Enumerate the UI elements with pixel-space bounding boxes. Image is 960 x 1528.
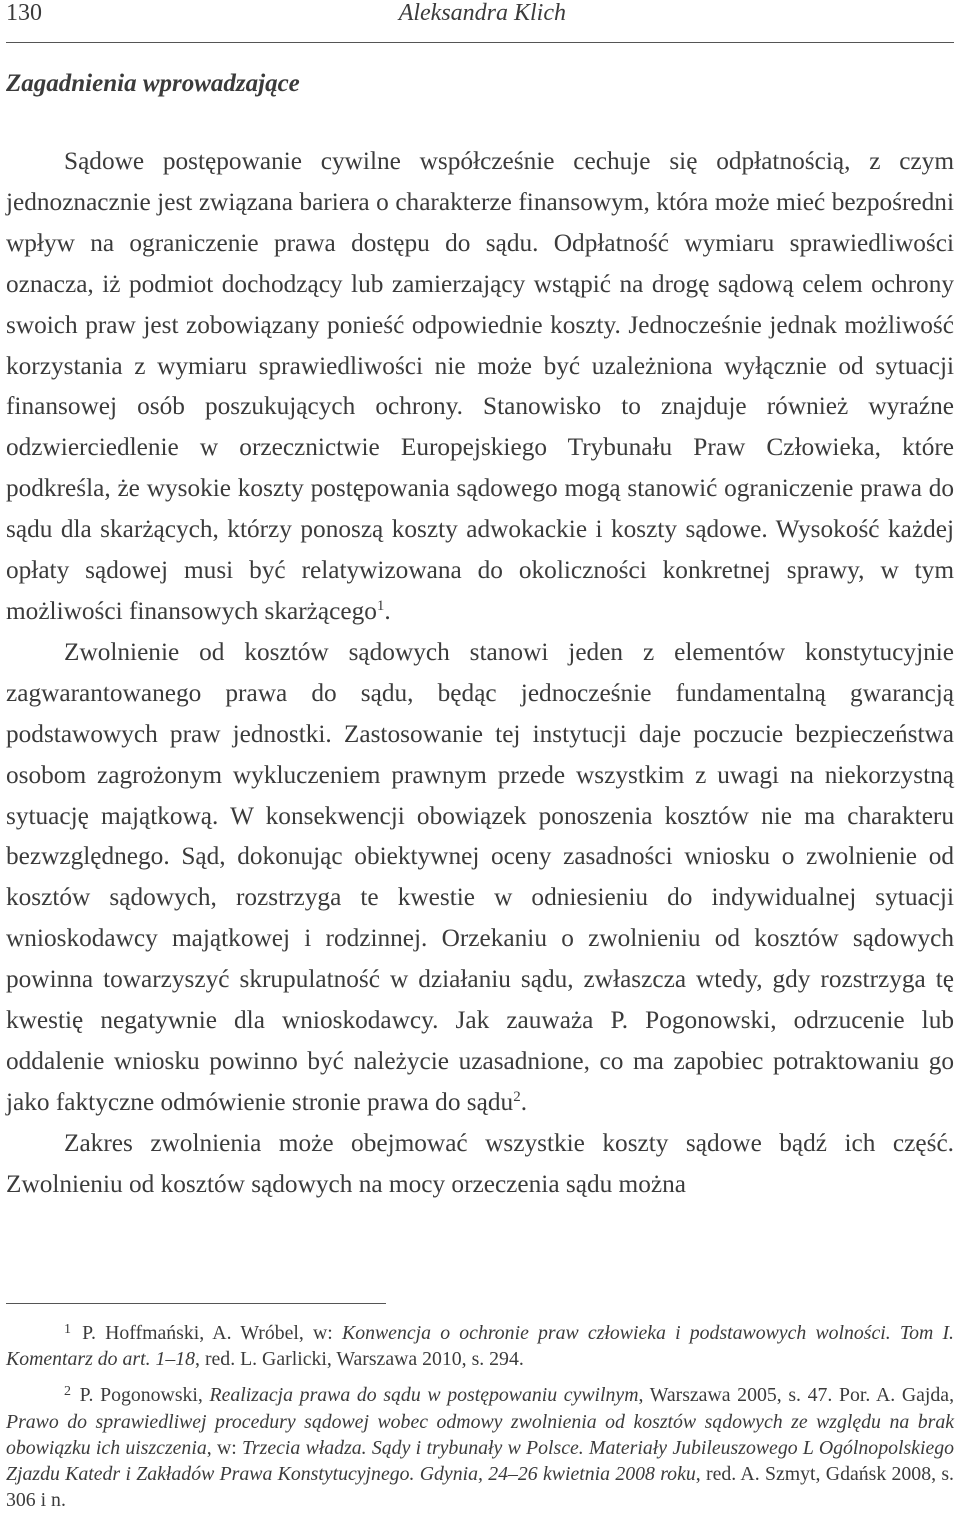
footnote-1 [6,1320,954,1372]
footnote-2-title-2: Prawo do sprawiedliwej procedury sądowej wobec odmowy zwolnienia od kosztów sądowych ze względu na brak obowiązku ich uiszczenia [6,1410,954,1459]
running-header [6,0,954,28]
page-number: 130 [6,0,42,26]
footnote-1-publication: , red. L. Garlicki, Warszawa 2010, s. 294. [195,1348,524,1371]
paragraph-1-text: Sądowe postępowanie cywilne współcześnie cechuje się odpłatnością, z czym jednoznacznie jest związana bariera o charakterze finansowym, która może mieć bezpośredni wpływ na ograniczenie prawa dostępu do sądu. Odpłatność wymiaru sprawiedliwości oznacza, iż podmiot dochodzący lub zamierzający wstąpić na drogę sądową celem ochrony swoich praw jest zobowiązany ponieść odpowiednie koszty. Jednocześnie jednak możliwość korzystania z wymiaru sprawiedliwości nie może być uzależniona wyłącznie od sytuacji finansowej osób poszukujących ochrony. Stanowisko to znajduje również wyraźne odzwierciedlenie w orzecznictwie Europejskiego Trybunału Praw Człowieka, które podkreśla, że wysokie koszty postępowania sądowego mogą stanowić ograniczenie prawa do sądu dla skarżących, którzy ponoszą koszty adwokackie i koszty sądowe. Wysokość każdej opłaty sądowej musi być relatywizowana do okoliczności konkretnej sprawy, w tym możliwości finansowych skarżącego [6,147,954,625]
footnote-1-mark: 1 [64,1322,71,1337]
footnote-1-title: Konwencja o ochronie praw człowieka i podstawowych wolności. Tom I. Komentarz do art. 1–18 [6,1322,954,1371]
footnote-2-title-3: Trzecia władza. Sądy i trybunały w Polsce. Materiały Jubileuszowego L Ogólnopolskiego Zjazdu Katedr i Zakładów Prawa Konstytucyjnego. Gdynia, 24–26 kwietnia 2008 roku [6,1436,955,1486]
footnote-1-authors: P. Hoffmański, A. Wróbel, w: [73,1322,342,1344]
paragraph-2-text: Zwolnienie od kosztów sądowych stanowi jeden z elementów konstytucyjnie zagwarantowanego prawa do sądu, będąc jednocześnie fundamentalną gwarancją podstawowych praw jednostki. Zastosowanie tej instytucji daje poczucie bezpieczeństwa osobom zagrożonym wykluczeniem prawnym przede wszystkim z uwagi na niekorzystną sytuację majątkową. W konsekwencji obowiązek ponoszenia kosztów nie ma charakteru bezwzględnego. Sąd, dokonując obiektywnej oceny zasadności wniosku o zwolnienie od kosztów sądowych, rozstrzyga te kwestie w odniesieniu do indywidualnej sytuacji wnioskodawcy majątkowej i rodzinnej. Orzekaniu o zwolnieniu od kosztów sądowych powinna towarzyszyć skrupulatność w działaniu sądu, zwłaszcza wtedy, gdy rozstrzyga tę kwestię negatywnie dla wnioskodawcy. Jak zauważa P. Pogonowski, odrzucenie lub oddalenie wniosku powinno być należycie uzasadnione, co ma zapobiec potraktowaniu go jako faktyczne odmówienie stronie prawa do sądu [6,637,954,1116]
footnote-2-in: , w: [206,1436,243,1459]
footnotes [6,1320,954,1513]
footnote-2-publication-2: , red. A. Szmyt, Gdańsk 2008, s. 306 i n. [6,1463,954,1512]
header-rule [6,42,954,43]
running-head-author: Aleksandra Klich [398,0,566,26]
footnote-ref-1[interactable]: 1 [376,597,385,614]
footnote-2-author-1: P. Pogonowski, [73,1384,210,1407]
footnote-2-publication-1: , Warszawa 2005, s. 47. Por. A. Gajda, [638,1384,955,1407]
footnote-2-title-1: Realizacja prawa do sądu w postępowaniu cywilnym [209,1384,639,1407]
paragraph-1-end: . [384,596,391,625]
paragraph-2 [6,632,954,1123]
footnote-2 [6,1382,954,1513]
section-heading: Zagadnienia wprowadzające [6,70,300,97]
paragraph-1 [6,141,954,632]
paragraph-2-end: . [520,1087,528,1116]
footnote-2-mark: 2 [64,1384,71,1400]
footnote-ref-2[interactable]: 2 [513,1088,521,1105]
footnote-separator [6,1303,386,1304]
body-text [6,141,954,1205]
paragraph-3: Zakres zwolnienia może obejmować wszystkie koszty sądowe bądź ich część. Zwolnieniu od kosztów sądowych na mocy orzeczenia sądu można [6,1128,954,1198]
